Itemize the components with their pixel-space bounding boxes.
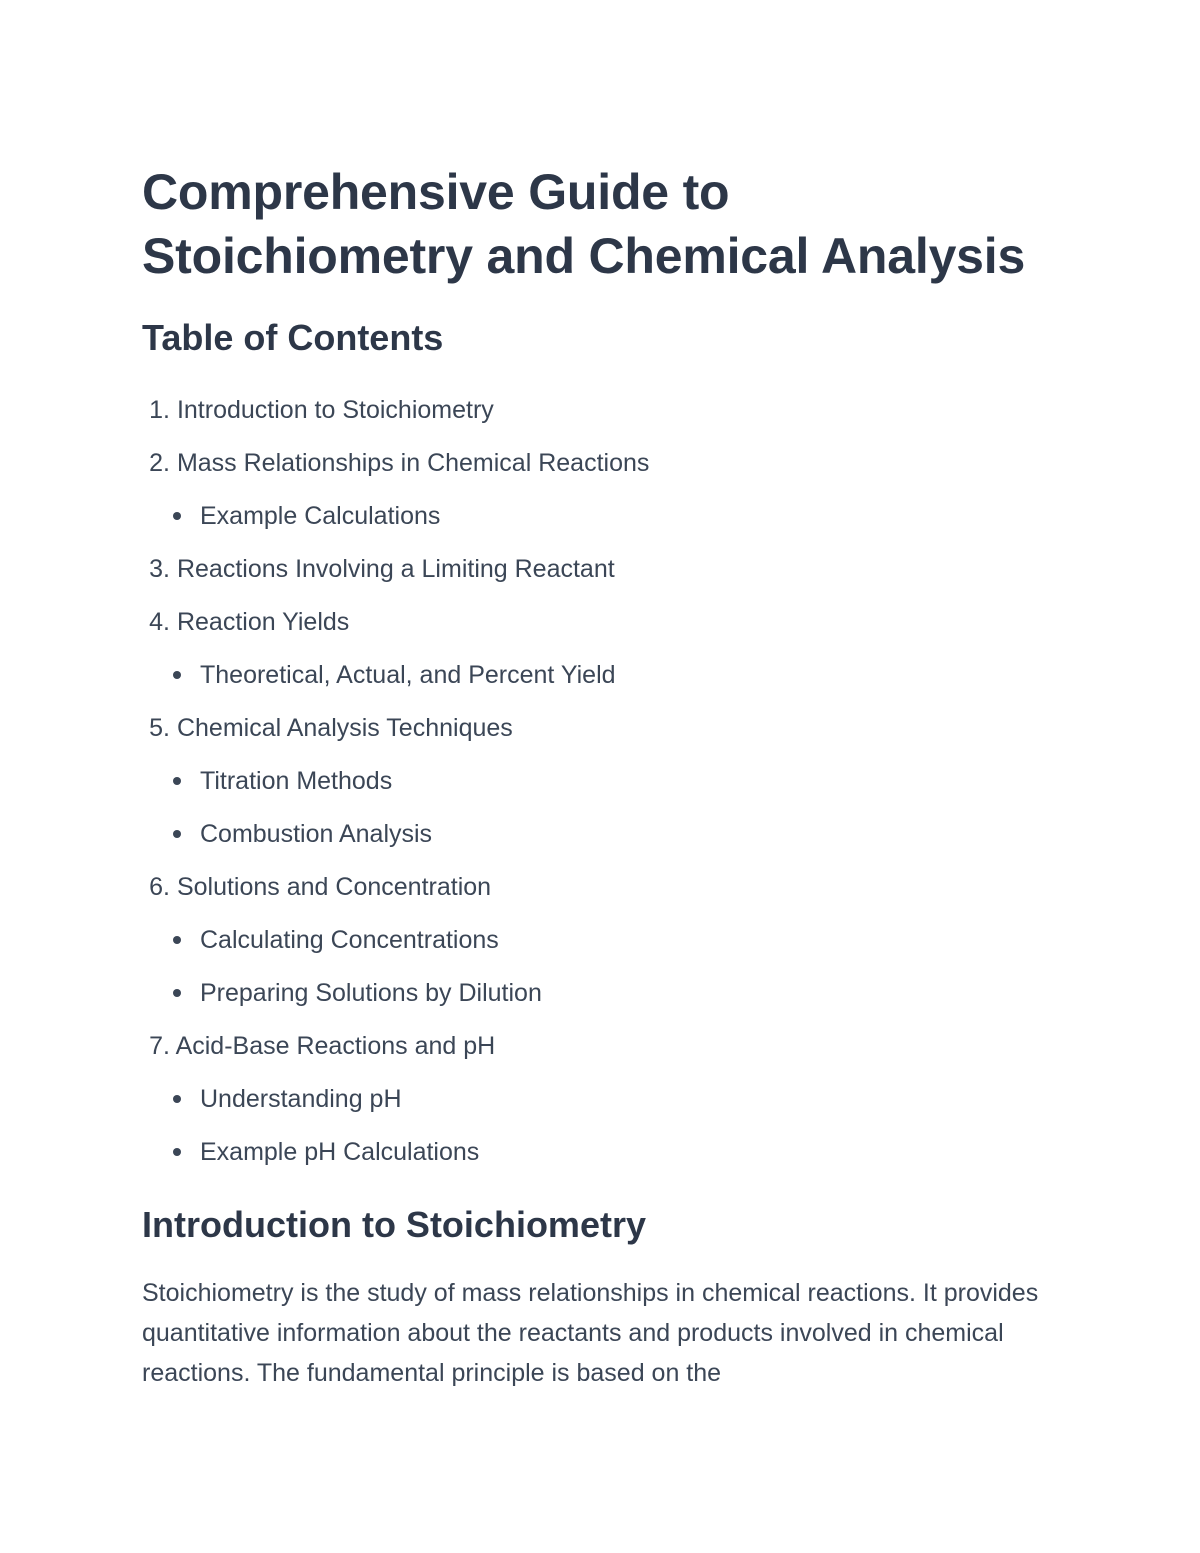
toc-sublist bbox=[142, 1073, 1062, 1179]
toc-item-number: 5. bbox=[149, 714, 170, 742]
toc-item-label: Introduction to Stoichiometry bbox=[176, 396, 494, 424]
toc-subitem-label: Titration Methods bbox=[200, 767, 393, 795]
toc-heading: Table of Contents bbox=[142, 317, 444, 358]
document-title: Comprehensive Guide to Stoichiometry and Chemical Analysis bbox=[142, 164, 1026, 284]
toc-subitem[interactable] bbox=[142, 967, 1062, 1020]
toc-subitem-label: Example Calculations bbox=[200, 502, 441, 530]
toc-item-number: 1. bbox=[149, 396, 170, 424]
bullet-icon bbox=[173, 1095, 181, 1103]
toc-subitem-label: Combustion Analysis bbox=[200, 820, 433, 848]
toc-sublist bbox=[142, 490, 1062, 543]
toc-item-4[interactable] bbox=[142, 596, 1062, 649]
toc-subitem-label: Understanding pH bbox=[200, 1085, 402, 1113]
toc-item-label: Reaction Yields bbox=[176, 608, 350, 636]
toc-item-5[interactable] bbox=[142, 702, 1062, 755]
document-page bbox=[142, 160, 1062, 1393]
toc-subitem[interactable] bbox=[142, 755, 1062, 808]
toc-subitem-label: Preparing Solutions by Dilution bbox=[200, 979, 542, 1007]
body-paragraph: Stoichiometry is the study of mass relationships in chemical reactions. It provides quantitative information about the reactants and products involved in chemical reactions. The fundamental principle is based on the bbox=[142, 1279, 1039, 1387]
table-of-contents bbox=[142, 384, 1062, 1179]
toc-item-label: Acid-Base Reactions and pH bbox=[175, 1032, 496, 1060]
toc-subitem[interactable] bbox=[142, 649, 1062, 702]
toc-item-7[interactable] bbox=[142, 1020, 1062, 1073]
toc-item-number: 2. bbox=[149, 449, 170, 477]
toc-item-1[interactable] bbox=[142, 384, 1062, 437]
bullet-icon bbox=[173, 512, 181, 520]
toc-item-2[interactable] bbox=[142, 437, 1062, 490]
toc-subitem-label: Calculating Concentrations bbox=[200, 926, 499, 954]
toc-subitem-label: Example pH Calculations bbox=[200, 1138, 480, 1166]
toc-subitem[interactable] bbox=[142, 914, 1062, 967]
toc-item-label: Solutions and Concentration bbox=[176, 873, 492, 901]
toc-subitem[interactable] bbox=[142, 808, 1062, 861]
section-heading: Introduction to Stoichiometry bbox=[142, 1204, 646, 1245]
toc-sublist bbox=[142, 914, 1062, 1020]
toc-sublist bbox=[142, 755, 1062, 861]
toc-subitem[interactable] bbox=[142, 1073, 1062, 1126]
toc-sublist bbox=[142, 649, 1062, 702]
toc-item-label: Reactions Involving a Limiting Reactant bbox=[176, 555, 615, 583]
toc-item-number: 7. bbox=[149, 1032, 170, 1060]
toc-subitem[interactable] bbox=[142, 490, 1062, 543]
bullet-icon bbox=[173, 1148, 181, 1156]
bullet-icon bbox=[173, 671, 181, 679]
bullet-icon bbox=[173, 777, 181, 785]
toc-item-number: 6. bbox=[149, 873, 170, 901]
toc-item-number: 3. bbox=[149, 555, 170, 583]
toc-subitem-label: Theoretical, Actual, and Percent Yield bbox=[200, 661, 616, 689]
toc-subitem[interactable] bbox=[142, 1126, 1062, 1179]
toc-item-label: Chemical Analysis Techniques bbox=[176, 714, 513, 742]
toc-item-number: 4. bbox=[149, 608, 170, 636]
bullet-icon bbox=[173, 989, 181, 997]
bullet-icon bbox=[173, 936, 181, 944]
toc-item-6[interactable] bbox=[142, 861, 1062, 914]
toc-item-3[interactable] bbox=[142, 543, 1062, 596]
bullet-icon bbox=[173, 830, 181, 838]
toc-item-label: Mass Relationships in Chemical Reactions bbox=[176, 449, 650, 477]
